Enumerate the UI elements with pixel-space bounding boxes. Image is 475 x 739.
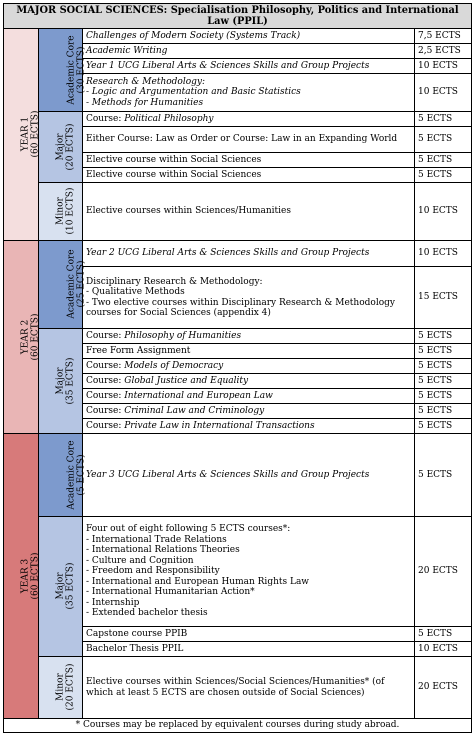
course-name: Criminal Law and Criminology <box>124 405 265 416</box>
course-cell-multiline <box>83 74 415 112</box>
course-name: International and European Law <box>124 390 273 401</box>
course-cell: Elective courses within Sciences/Humanities <box>83 183 415 241</box>
course-cell <box>83 404 415 419</box>
course-prefix: Course: <box>86 360 125 371</box>
programme-table <box>3 3 472 733</box>
course-prefix: Course: <box>86 330 125 341</box>
course-cell <box>83 329 415 344</box>
ects-cell: 15 ECTS <box>415 267 472 329</box>
course-prefix: Course: <box>86 390 125 401</box>
course-name: Philosophy of Humanities <box>124 330 242 341</box>
ects-cell: 10 ECTS <box>415 183 472 241</box>
course-type-academic-core: Academic Core (25 ECTS) <box>39 241 83 329</box>
course-type-academic-core: Academic Core (5 ECTS) <box>39 434 83 517</box>
ects-cell: 10 ECTS <box>415 642 472 657</box>
ects-cell: 5 ECTS <box>415 168 472 183</box>
ects-cell: 7,5 ECTS <box>415 29 472 44</box>
ects-cell: 5 ECTS <box>415 127 472 153</box>
course-cell <box>83 419 415 434</box>
course-cell: Either Course: Law as Order or Course: Law in an Expanding World <box>83 127 415 153</box>
course-cell: Capstone course PPIB <box>83 627 415 642</box>
course-cell: Challenges of Modern Society (Systems Track) <box>83 29 415 44</box>
course-cell-multiline <box>83 517 415 627</box>
course-type-major: Major (35 ECTS) <box>39 329 83 434</box>
course-cell: Year 1 UCG Liberal Arts & Sciences Skills and Group Projects <box>83 59 415 74</box>
course-cell: Elective courses within Sciences/Social Sciences/Humanities* (of which at least 5 ECTS are chosen outside of Social Sciences) <box>83 657 415 719</box>
ects-cell: 20 ECTS <box>415 657 472 719</box>
year-label-1: YEAR 1 (60 ECTS) <box>4 29 39 241</box>
course-name: Private Law in International Transactions <box>124 420 315 431</box>
ects-cell: 5 ECTS <box>415 374 472 389</box>
course-cell-multiline <box>83 267 415 329</box>
ects-cell: 20 ECTS <box>415 517 472 627</box>
footnote: * Courses may be replaced by equivalent courses during study abroad. <box>4 719 472 733</box>
ects-cell: 5 ECTS <box>415 434 472 517</box>
year-label-2: YEAR 2 (60 ECTS) <box>4 241 39 434</box>
course-cell <box>83 389 415 404</box>
course-type-minor: Minor (20 ECTS) <box>39 657 83 719</box>
course-cell: Free Form Assignment <box>83 344 415 359</box>
course-cell: Bachelor Thesis PPIL <box>83 642 415 657</box>
course-name: Global Justice and Equality <box>124 375 249 386</box>
ects-cell: 5 ECTS <box>415 153 472 168</box>
ects-cell: 10 ECTS <box>415 241 472 267</box>
ects-cell: 5 ECTS <box>415 389 472 404</box>
table-title: MAJOR SOCIAL SCIENCES: Specialisation Philosophy, Politics and International Law (PPIL) <box>4 4 472 29</box>
footnote-row <box>4 719 472 733</box>
ects-cell: 5 ECTS <box>415 404 472 419</box>
table-row <box>4 657 472 719</box>
course-prefix: Course: <box>86 405 125 416</box>
ects-cell: 2,5 ECTS <box>415 44 472 59</box>
course-prefix: Course: <box>86 113 125 124</box>
course-name: Political Philosophy <box>124 113 214 124</box>
course-prefix: Course: <box>86 420 125 431</box>
table-row <box>4 183 472 241</box>
course-text: Four out of eight following 5 ECTS courses*: - International Trade Relations - International Relations Theories - Culture and Cognition - Freedom and Responsibility - International and European Human Rights Law - International Humanitarian Action* - Internship - Extended bachelor thesis <box>86 524 310 619</box>
table-row <box>4 517 472 627</box>
course-cell: Elective course within Social Sciences <box>83 153 415 168</box>
table-row <box>4 434 472 517</box>
ects-cell: 5 ECTS <box>415 344 472 359</box>
course-cell <box>83 112 415 127</box>
course-text: Research & Methodology: - Logic and Argumentation and Basic Statistics - Methods for Humanities <box>86 76 301 108</box>
table-row <box>4 241 472 267</box>
ects-cell: 5 ECTS <box>415 112 472 127</box>
course-type-major: Major (20 ECTS) <box>39 112 83 183</box>
title-row <box>4 4 472 29</box>
course-type-minor: Minor (10 ECTS) <box>39 183 83 241</box>
table-row <box>4 329 472 344</box>
course-cell <box>83 359 415 374</box>
course-cell: Elective course within Social Sciences <box>83 168 415 183</box>
course-cell: Academic Writing <box>83 44 415 59</box>
ects-cell: 10 ECTS <box>415 59 472 74</box>
year-label-3: YEAR 3 (60 ECTS) <box>4 434 39 719</box>
course-type-academic-core: Academic Core (30 ECTS) <box>39 29 83 112</box>
course-text: Disciplinary Research & Methodology: - Qualitative Methods - Two elective courses within Disciplinary Research & Methodology courses for Social Sciences (appendix 4) <box>86 276 395 318</box>
ects-cell: 5 ECTS <box>415 359 472 374</box>
ects-cell: 5 ECTS <box>415 329 472 344</box>
course-type-major: Major (35 ECTS) <box>39 517 83 657</box>
ects-cell: 5 ECTS <box>415 419 472 434</box>
course-cell: Year 2 UCG Liberal Arts & Sciences Skills and Group Projects <box>83 241 415 267</box>
course-cell <box>83 374 415 389</box>
ects-cell: 10 ECTS <box>415 74 472 112</box>
table-row <box>4 29 472 44</box>
table-row <box>4 112 472 127</box>
course-cell: Year 3 UCG Liberal Arts & Sciences Skills and Group Projects <box>83 434 415 517</box>
ects-cell: 5 ECTS <box>415 627 472 642</box>
course-name: Models of Democracy <box>124 360 224 371</box>
course-prefix: Course: <box>86 375 125 386</box>
